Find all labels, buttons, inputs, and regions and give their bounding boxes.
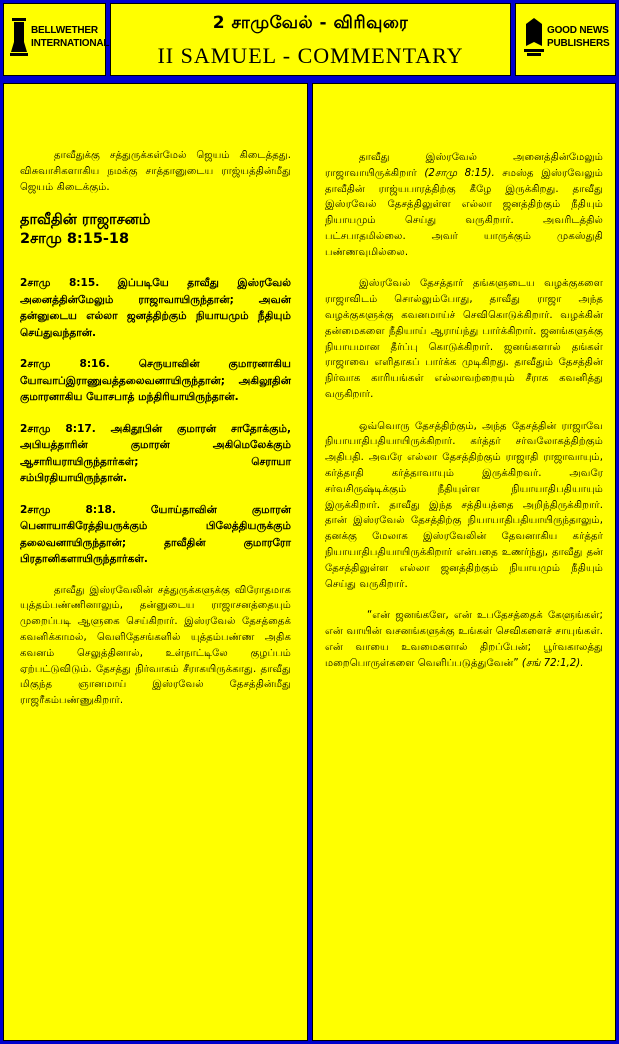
verse-8-18: 2சாமு 8:18. யோய்தாவின் குமாரன் பெனாயாகிரேத்தியருக்கும் பிலேத்தியருக்கும் தலைவனாயிருந்தான்; தாவீதின் குமாரரோ பிரதானிகளாயிருந்தார்கள்.	[20, 503, 291, 566]
verse-8-15: 2சாமு 8:15. இப்படியே தாவீது இஸ்ரவேல் அனைத்தின்மேலும் ராஜாவாயிருந்தான்; அவன் தன்னுடைய எல்லா ஜனத்திற்கும் நியாயமும் நீதியும் செய்துவந்தான்.	[20, 277, 291, 339]
logo-right-line2: PUBLISHERS	[547, 38, 610, 49]
quote-text: “என் ஜனங்களே, என் உபதேசத்தைக் கேளுங்கள்; என் வாயின் வசனங்களுக்கு உங்கள் செவிகளைச் சாயுங்கள். என் வாயை உவமைகளால் திறப்பேன்; பூர்வகாலத்து மறைபொருள்களை வெளிப்படுத்துவேன்”	[325, 610, 603, 669]
section-heading-reference: 2சாமு 8:15-18	[20, 231, 130, 248]
intro-paragraph: தாவீதுக்கு சத்துருக்கள்மேல் ஜெயம் கிடைத்தது. விசுவாசிகளாகிய நமக்கு சாத்தானுடைய ராஜ்யத்தின்மீது ஜெயம் கிடைக்கும்.	[20, 150, 291, 193]
right-paragraph-3: ஒவ்வொரு தேசத்திற்கும், அந்த தேசத்தின் ராஜாவே நியாயாதிபதியாயிருக்கிறார். கர்த்தர் சர்வலோகத்திற்கும் அதிபதி. அவரே எல்லா தேசத்திற்கும் ராஜாதி ராஜாவாயும், கர்த்தாதி கர்த்தாவாயும் இருக்கிறவர். அவரே சர்வசிருஷ்டிக்கும் நீதியுள்ள நியாயாதிபதியாயும் இருக்கிறார். தாவீது இந்த சத்தியத்தை அறிந்திருக்கிறார். தான் இஸ்ரவேல் தேசத்திற்கு நியாயாதிபதியாயிருந்தாலும், தனக்கு மேலாக இஸ்ரவேலின் தேவனாகிய கர்த்தர் நியாயாதிபதியாயிருக்கிறார் என்பதை உணர்ந்து, தாவீது தன் தேசத்திலுள்ள எல்லா ஜனத்திற்கும் நியாயமும் நீதியும் செய்து வருகிறார்.	[325, 420, 603, 590]
scripture-reference: (2சாமு 8:15).	[424, 167, 495, 179]
verse-8-16: 2சாமு 8:16. செருயாவின் குமாரனாகிய யோவாப்இராணுவத்தலைவனாயிருந்தான்; அகிலூதின் குமாரனாகிய யோசபாத் மந்திரியாயிருந்தான்.	[20, 358, 291, 404]
book-icon	[524, 16, 544, 58]
logo-left-line1: BELLWETHER	[31, 25, 98, 36]
section-heading-title: தாவீதின் ராஜாசனம்	[20, 212, 151, 229]
page-title-english: II SAMUEL - COMMENTARY	[157, 43, 464, 68]
page-header	[0, 0, 619, 79]
title-box	[110, 3, 511, 76]
commentary-paragraph: தாவீது இஸ்ரவேலின் சத்துருக்களுக்கு விரோதமாக யுத்தம்பண்ணினாலும், தன்னுடைய ராஜாசனத்தையும் முறைப்படி ஆளுகை செய்கிறார். இஸ்ரவேல் தேசத்தைக் கவனிக்காமல், வெளிதேசங்களில் யுத்தம்பண்ண அதிக கவனம் செலுத்தினால், உள்நாட்டிலே குழப்பம் ஏற்பட்டுவிடும். தேசத்து நிர்வாகம் சீராகயிருக்காது. தாவீது மிகுந்த ஞானமாய் இஸ்ரவேல் தேசத்தின்மீது ராஜரீகம்பண்ணுகிறார்.	[20, 584, 291, 707]
bell-icon	[10, 16, 28, 58]
paragraph-text: தாவீது இஸ்ரவேல் அனைத்தின்மேலும் ராஜாவாயிருக்கிறார்	[325, 152, 603, 179]
section-heading	[20, 211, 291, 249]
page-title-tamil: 2 சாமுவேல் - விரிவுரை	[212, 13, 409, 33]
logo-right-line1: GOOD NEWS	[547, 25, 609, 36]
right-paragraph-2: இஸ்ரவேல் தேசத்தார் தங்களுடைய வழக்குகளை ராஜாவிடம் சொல்லும்போது, தாவீது ராஜா அந்த வழக்குகளுக்கு கவனமாய்ச் செவிகொடுக்கிறார். வழக்கின் தன்மைகளை நீதியாய் ஆராய்ந்து பார்க்கிறார். ஜனங்களுக்கு நியாயமான தீர்ப்பு கொடுக்கிறார். ஜனங்களால் தங்கள் ராஜாவை எளிதாகப் பார்க்க முடிகிறது. தாவீதும் தேசத்தின் நிர்வாக காரியங்கள் எல்லாவற்றையும் சீராக கவனித்து வருகிறார்.	[325, 278, 603, 400]
logo-left-line2: INTERNATIONAL	[31, 38, 110, 49]
bellwether-logo	[3, 3, 110, 76]
paragraph-text: சமஸ்த இஸ்ரவேலும் தாவீதின் ராஜ்யபாரத்திற்கு கீழே இருக்கிறது. தாவீது இஸ்ரவேல் தேசத்திலுள்ள எல்லா ஜனத்திற்கும் நீதியும் நியாயமும் செய்து வருகிறார். அவரிடத்தில் பட்சபாதமில்லை. அவர் யாருக்கும் முகஸ்துதி பண்ணவுமில்லை.	[325, 167, 603, 258]
right-column	[312, 83, 616, 1041]
good-news-logo	[515, 3, 616, 76]
verse-8-17: 2சாமு 8:17. அகிதூபின் குமாரன் சாதோக்கும், அபியத்தாரின் குமாரன் அகிமெலேக்கும் ஆசாரியராயிருந்தார்கள்; செராயா சம்பிரதியாயிருந்தான்.	[20, 422, 291, 485]
right-paragraph-1	[325, 150, 603, 261]
quote-reference: (சங் 72:1,2).	[521, 657, 584, 669]
left-column	[3, 83, 308, 1041]
psalm-quote	[325, 608, 603, 671]
